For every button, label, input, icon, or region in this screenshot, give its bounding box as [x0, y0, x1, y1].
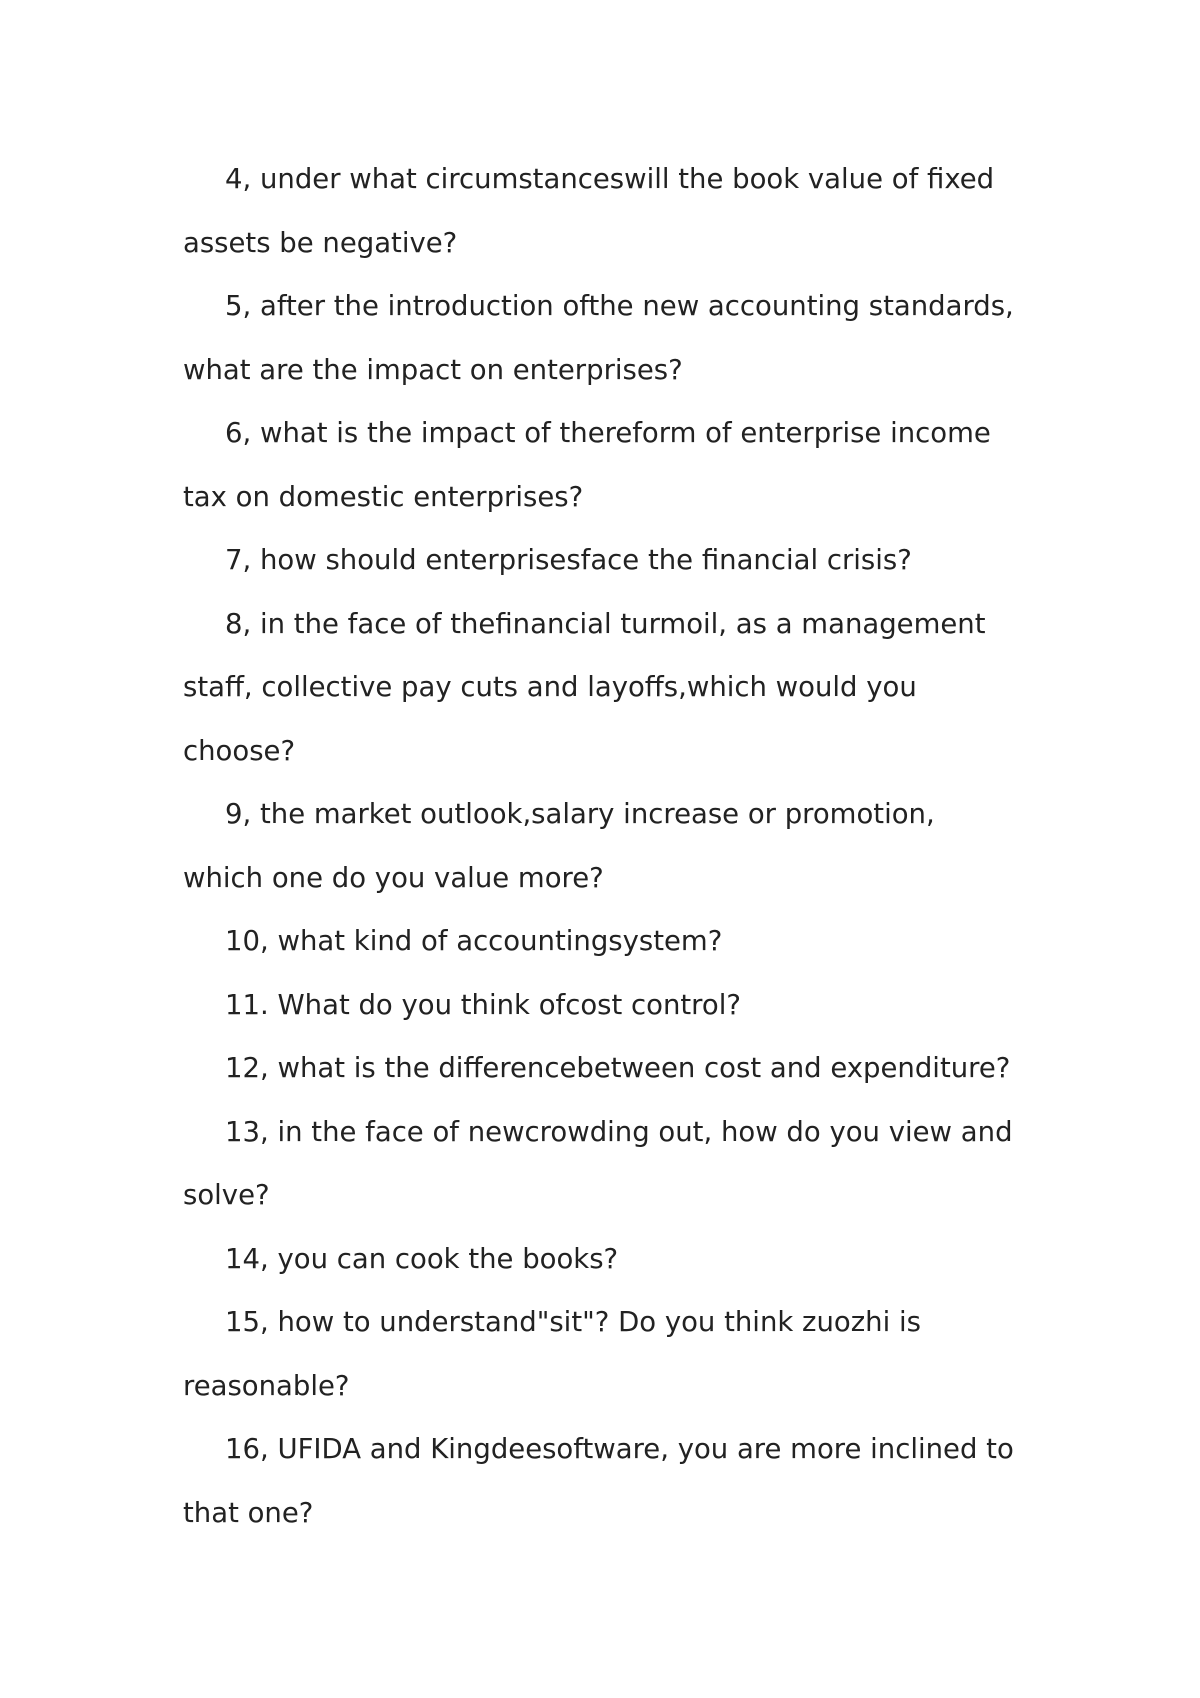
- paragraph-q11: 11. What do you think ofcost control?: [225, 988, 741, 1021]
- paragraph-q13: 13, in the face of newcrowding out, how do you view and solve?: [183, 1115, 1013, 1211]
- paragraph-q8: 8, in the face of thefinancial turmoil, as a management staff, collective pay cuts and layoffs,which would you choose?: [183, 607, 986, 767]
- paragraph-q12: 12, what is the differencebetween cost and expenditure?: [225, 1052, 1011, 1084]
- paragraph-q16: 16, UFIDA and Kingdeesoftware, you are more inclined to that one?: [183, 1433, 1014, 1529]
- paragraph-q5: 5, after the introduction ofthe new accounting standards, what are the impact on enterprises?: [183, 290, 1014, 386]
- paragraph-q10: 10, what kind of accountingsystem?: [225, 925, 723, 957]
- paragraph-q6: 6, what is the impact of thereform of enterprise income tax on domestic enterprises?: [183, 417, 991, 513]
- paragraph-q14: 14, you can cook the books?: [225, 1242, 619, 1275]
- paragraph-q9: 9, the market outlook,salary increase or promotion, which one do you value more?: [183, 798, 935, 894]
- paragraph-q15: 15, how to understand"sit"? Do you think zuozhi is reasonable?: [183, 1306, 921, 1402]
- paragraph-q7: 7, how should enterprisesface the financial crisis?: [225, 544, 912, 576]
- paragraph-q4: 4, under what circumstanceswill the book value of fixed assets be negative?: [183, 163, 995, 259]
- document-body: [183, 148, 1023, 1545]
